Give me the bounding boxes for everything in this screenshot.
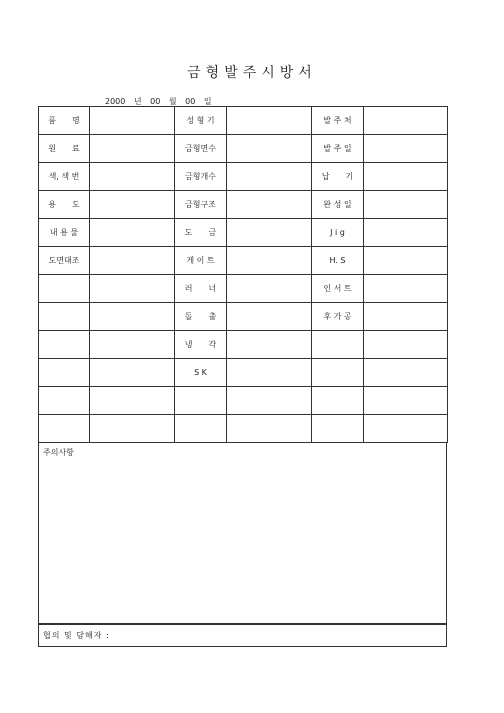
notes-label: 주의사항 [43, 448, 74, 457]
field-label: 발 주 처 [312, 107, 364, 135]
table-row [39, 387, 448, 415]
field-value[interactable] [364, 303, 448, 331]
field-label: 금형개수 [175, 163, 227, 191]
table-row [39, 219, 448, 247]
field-label: 내 용 물 [39, 219, 90, 247]
field-label [175, 387, 227, 415]
footer-label: 협의 및 담해자 : [43, 631, 110, 640]
field-value[interactable] [227, 135, 312, 163]
field-label: 인 서 트 [312, 275, 364, 303]
date-line: 2000 년 00 월 00 일 [105, 97, 212, 106]
field-value[interactable] [227, 219, 312, 247]
field-label: 도면대조 [39, 247, 90, 275]
field-label [39, 359, 90, 387]
field-value[interactable] [90, 107, 175, 135]
table-row [39, 247, 448, 275]
field-value[interactable] [364, 359, 448, 387]
field-label: 후 가 공 [312, 303, 364, 331]
table-row [39, 275, 448, 303]
table-row [39, 303, 448, 331]
field-value[interactable] [90, 163, 175, 191]
field-value[interactable] [364, 191, 448, 219]
field-value[interactable] [90, 135, 175, 163]
table-row [39, 107, 448, 135]
table-row [39, 191, 448, 219]
field-label: 게 이 트 [175, 247, 227, 275]
footer-box[interactable] [38, 624, 447, 647]
field-label [39, 303, 90, 331]
field-label: 납 기 [312, 163, 364, 191]
field-value[interactable] [227, 303, 312, 331]
order-spec-table [38, 106, 448, 443]
field-value[interactable] [90, 275, 175, 303]
field-value[interactable] [364, 275, 448, 303]
table-row [39, 163, 448, 191]
field-label [39, 387, 90, 415]
field-label: J i g [312, 219, 364, 247]
field-label: 발 주 일 [312, 135, 364, 163]
field-label [312, 359, 364, 387]
field-value[interactable] [227, 107, 312, 135]
field-value[interactable] [227, 387, 312, 415]
field-value[interactable] [90, 359, 175, 387]
field-value[interactable] [364, 107, 448, 135]
table-row [39, 415, 448, 443]
field-value[interactable] [90, 247, 175, 275]
field-label: 금형구조 [175, 191, 227, 219]
field-label [39, 275, 90, 303]
field-value[interactable] [364, 163, 448, 191]
field-label: 러 너 [175, 275, 227, 303]
field-value[interactable] [227, 275, 312, 303]
field-label: S K [175, 359, 227, 387]
field-value[interactable] [364, 219, 448, 247]
field-value[interactable] [364, 247, 448, 275]
field-label: 원 료 [39, 135, 90, 163]
field-value[interactable] [90, 387, 175, 415]
table-row [39, 359, 448, 387]
field-label [312, 415, 364, 443]
field-value[interactable] [90, 303, 175, 331]
field-label [39, 415, 90, 443]
field-label: 색, 색 번 [39, 163, 90, 191]
field-value[interactable] [227, 331, 312, 359]
document-title: 금형발주시방서 [187, 65, 317, 81]
field-label: H. S [312, 247, 364, 275]
field-value[interactable] [364, 387, 448, 415]
field-label: 도 금 [175, 219, 227, 247]
field-value[interactable] [364, 415, 448, 443]
field-value[interactable] [90, 219, 175, 247]
field-label [312, 387, 364, 415]
field-value[interactable] [364, 135, 448, 163]
field-value[interactable] [90, 331, 175, 359]
field-label: 품 명 [39, 107, 90, 135]
field-label: 용 도 [39, 191, 90, 219]
field-label: 성 형 기 [175, 107, 227, 135]
field-value[interactable] [227, 163, 312, 191]
field-value[interactable] [227, 247, 312, 275]
field-label: 금형면수 [175, 135, 227, 163]
field-label: 돌 출 [175, 303, 227, 331]
field-value[interactable] [90, 191, 175, 219]
field-label [312, 331, 364, 359]
field-label [39, 331, 90, 359]
field-label: 냉 각 [175, 331, 227, 359]
field-value[interactable] [227, 359, 312, 387]
field-value[interactable] [364, 331, 448, 359]
notes-box[interactable] [38, 443, 447, 624]
field-label [175, 415, 227, 443]
table-row [39, 331, 448, 359]
field-label: 완 성 일 [312, 191, 364, 219]
field-value[interactable] [90, 415, 175, 443]
field-value[interactable] [227, 191, 312, 219]
field-value[interactable] [227, 415, 312, 443]
table-row [39, 135, 448, 163]
